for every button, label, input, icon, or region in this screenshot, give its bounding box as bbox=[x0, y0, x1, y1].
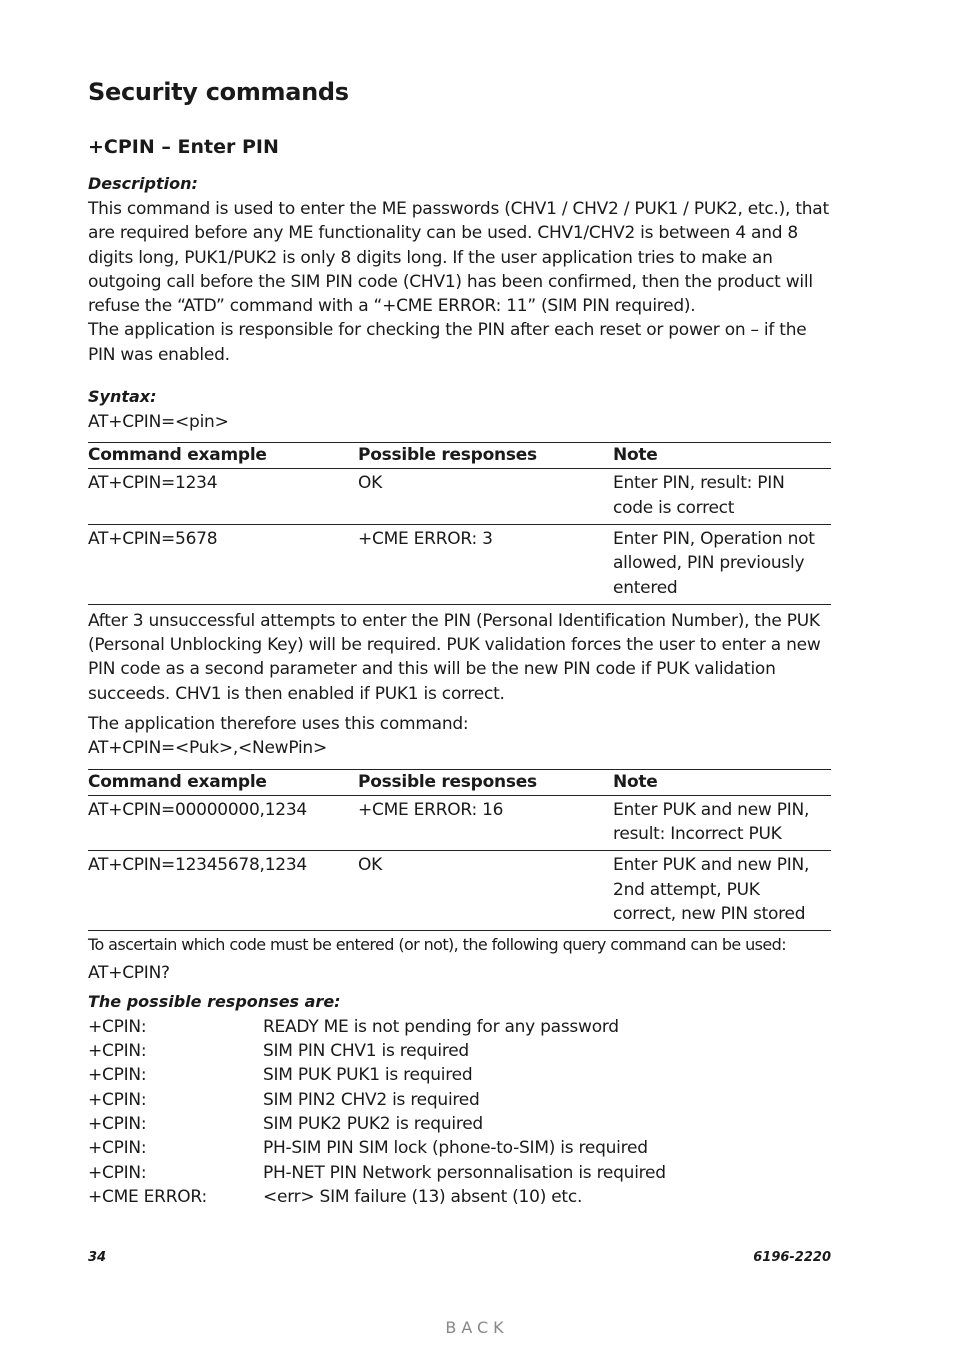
response-cell: OK bbox=[358, 851, 613, 931]
usage-line-2: AT+CPIN=<Puk>,<NewPin> bbox=[88, 738, 327, 759]
list-item bbox=[88, 1161, 831, 1185]
note-cell: Enter PUK and new PIN, result: Incorrect PUK bbox=[613, 795, 831, 851]
command-cell: AT+CPIN=5678 bbox=[88, 524, 358, 604]
table-row bbox=[88, 851, 831, 931]
command-cell: AT+CPIN=1234 bbox=[88, 469, 358, 525]
response-value: SIM PUK PUK1 is required bbox=[263, 1065, 473, 1086]
header-command: Command example bbox=[88, 769, 358, 795]
response-key: +CPIN: bbox=[88, 1041, 147, 1062]
syntax-label: Syntax: bbox=[88, 387, 157, 407]
responses-list bbox=[88, 1015, 831, 1209]
list-item bbox=[88, 1136, 831, 1160]
command-cell: AT+CPIN=12345678,1234 bbox=[88, 851, 358, 931]
description-paragraph-1: This command is used to enter the ME passwords (CHV1 / CHV2 / PUK1 / PUK2, etc.), that are required before any ME functionality can be used. CHV1/CHV2 is between 4 and 8 digits long, PUK1/PUK2 is only 8 digits long. If the user application tries to make an outgoing call before the SIM PIN code (CHV1) has been confirmed, then the product will refuse the “ATD” command with a “+CME ERROR: 11” (SIM PIN required). bbox=[88, 199, 829, 317]
table-header-row bbox=[88, 769, 831, 795]
response-cell: +CME ERROR: 16 bbox=[358, 795, 613, 851]
header-command: Command example bbox=[88, 443, 358, 469]
response-value: SIM PIN CHV1 is required bbox=[263, 1041, 469, 1062]
table-row bbox=[88, 795, 831, 851]
table-header-row bbox=[88, 443, 831, 469]
puk-command-table bbox=[88, 769, 831, 931]
puk-paragraph: After 3 unsuccessful attempts to enter the PIN (Personal Identification Number), the PUK (Personal Unblocking Key) will be required. PUK validation forces the user to enter a new PIN code as a second parameter and this will be the new PIN code if PUK validation succeeds. CHV1 is then enabled if PUK1 is correct. bbox=[88, 610, 821, 704]
response-value: SIM PIN2 CHV2 is required bbox=[263, 1089, 480, 1110]
list-item bbox=[88, 1185, 831, 1209]
header-note: Note bbox=[613, 769, 831, 795]
response-key: +CPIN: bbox=[88, 1113, 147, 1134]
response-value: <err> SIM failure (13) absent (10) etc. bbox=[263, 1186, 583, 1207]
list-item bbox=[88, 1039, 831, 1063]
back-link[interactable]: BACK bbox=[445, 1318, 509, 1337]
response-value: PH-NET PIN Network personnalisation is required bbox=[263, 1162, 666, 1183]
query-command: AT+CPIN? bbox=[88, 963, 170, 984]
header-note: Note bbox=[613, 443, 831, 469]
response-cell: OK bbox=[358, 469, 613, 525]
command-cell: AT+CPIN=00000000,1234 bbox=[88, 795, 358, 851]
syntax-line: AT+CPIN=<pin> bbox=[88, 412, 229, 433]
page-number: 34 bbox=[88, 1250, 107, 1265]
responses-label: The possible responses are: bbox=[88, 991, 341, 1011]
usage-line-1: The application therefore uses this command: bbox=[88, 714, 469, 735]
command-heading: +CPIN – Enter PIN bbox=[88, 136, 279, 158]
query-paragraph: To ascertain which code must be entered (or not), the following query command can be used: bbox=[88, 935, 787, 955]
table-row bbox=[88, 469, 831, 525]
response-key: +CPIN: bbox=[88, 1089, 147, 1110]
response-value: PH-SIM PIN SIM lock (phone-to-SIM) is required bbox=[263, 1138, 648, 1159]
response-cell: +CME ERROR: 3 bbox=[358, 524, 613, 604]
note-cell: Enter PIN, result: PIN code is correct bbox=[613, 469, 831, 525]
table-row bbox=[88, 524, 831, 604]
pin-command-table bbox=[88, 442, 831, 604]
description-label: Description: bbox=[88, 174, 198, 193]
list-item bbox=[88, 1063, 831, 1087]
header-responses: Possible responses bbox=[358, 769, 613, 795]
response-key: +CPIN: bbox=[88, 1162, 147, 1183]
page-footer bbox=[88, 1250, 831, 1265]
list-item bbox=[88, 1015, 831, 1039]
note-cell: Enter PUK and new PIN, 2nd attempt, PUK correct, new PIN stored bbox=[613, 851, 831, 931]
document-number: 6196-2220 bbox=[753, 1250, 831, 1265]
response-key: +CPIN: bbox=[88, 1138, 147, 1159]
description-paragraph-2: The application is responsible for checking the PIN after each reset or power on – if the PIN was enabled. bbox=[88, 320, 807, 365]
document-page bbox=[88, 78, 831, 1209]
response-key: +CPIN: bbox=[88, 1065, 147, 1086]
header-responses: Possible responses bbox=[358, 443, 613, 469]
page-title: Security commands bbox=[88, 78, 349, 106]
note-cell: Enter PIN, Operation not allowed, PIN previously entered bbox=[613, 524, 831, 604]
response-key: +CPIN: bbox=[88, 1016, 147, 1037]
response-value: READY ME is not pending for any password bbox=[263, 1016, 619, 1037]
list-item bbox=[88, 1088, 831, 1112]
list-item bbox=[88, 1112, 831, 1136]
response-key: +CME ERROR: bbox=[88, 1186, 207, 1207]
response-value: SIM PUK2 PUK2 is required bbox=[263, 1113, 483, 1134]
